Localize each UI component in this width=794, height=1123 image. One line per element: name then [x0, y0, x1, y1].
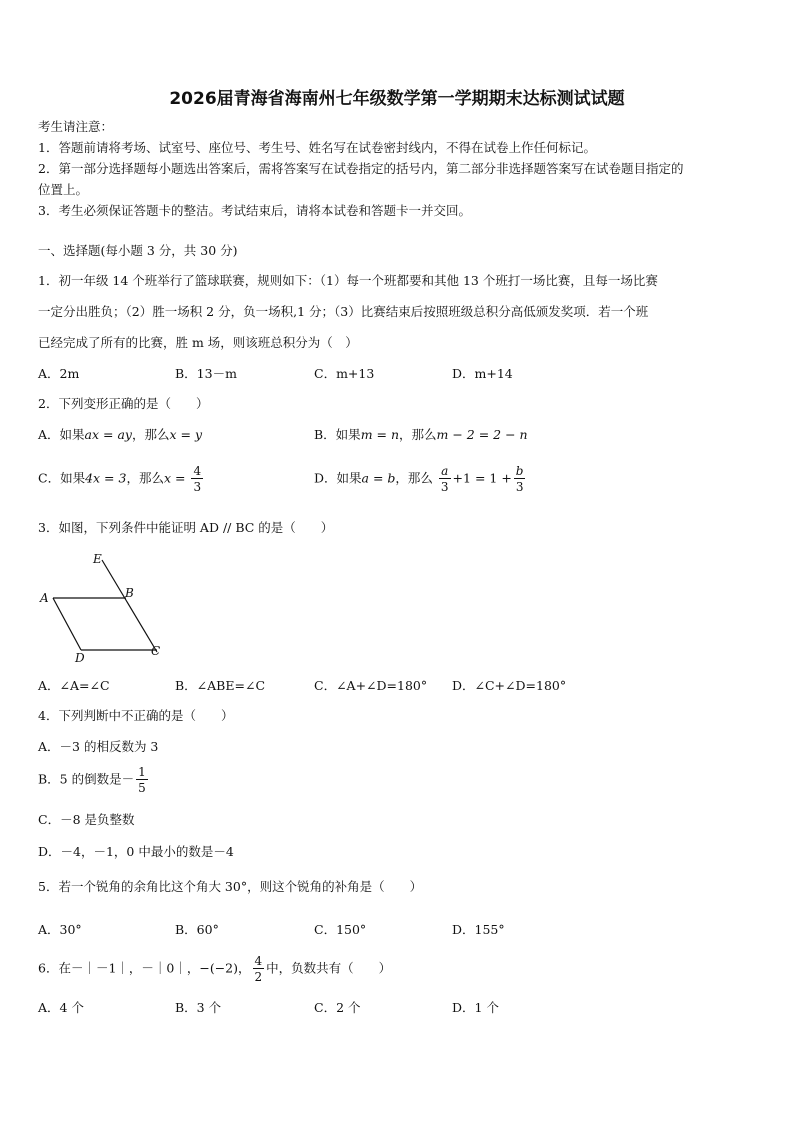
q1-option-b: B．13－m [175, 366, 237, 381]
question-1-line: 已经完成了所有的比赛，胜 m 场，则该班总积分为（ ） [38, 335, 358, 350]
q2-option-c: C．如果4x = 3，那么x = $\frac{4}{3}$ [38, 464, 202, 494]
question-1-line: 一定分出胜负；（2）胜一场积 2 分，负一场积,1 分；（3）比赛结束后按照班级总积分高低颁发奖项．若一个班 [38, 304, 649, 319]
fraction: $\frac{b}{3}$ [515, 464, 524, 494]
page-title: 2026届青海省海南州七年级数学第一学期期末达标测试试题 [169, 89, 625, 109]
notice-item: 位置上。 [38, 182, 89, 197]
fraction: $\frac{1}{5}$ [138, 765, 146, 795]
question-2-stem: 2．下列变形正确的是（ ） [38, 396, 209, 411]
question-5-stem: 5．若一个锐角的余角比这个角大 30°，则这个锐角的补角是（ ） [38, 879, 423, 894]
q2-option-a: A．如果ax = ay，那么x = y [38, 427, 203, 442]
label-e: E [93, 552, 102, 566]
question-4-stem: 4．下列判断中不正确的是（ ） [38, 708, 234, 723]
notice-item: 2．第一部分选择题每小题选出答案后，需将答案写在试卷指定的括号内，第二部分非选择题答案写在试卷题目指定的 [38, 161, 684, 176]
line-ec [102, 560, 157, 652]
label-a: A [40, 591, 49, 605]
q4-option-a: A．－3 的相反数为 3 [38, 739, 159, 754]
q5-option-b: B．60° [175, 922, 219, 937]
section-heading: 一、选择题(每小题 3 分，共 30 分) [38, 243, 238, 258]
label-b: B [125, 586, 134, 600]
fraction: $\frac{4}{3}$ [193, 464, 202, 494]
label-c: C [151, 644, 161, 658]
q5-option-d: D．155° [452, 922, 505, 937]
parallelogram-figure [36, 548, 176, 668]
label-d: D [75, 651, 85, 665]
q6-option-c: C．2 个 [314, 1000, 361, 1015]
notice-item: 1．答题前请将考场、试室号、座位号、考生号、姓名写在试卷密封线内，不得在试卷上作任何标记。 [38, 140, 596, 155]
q3-option-d: D．∠C+∠D=180° [452, 678, 567, 693]
line-ad [53, 598, 81, 650]
question-1-line: 1．初一年级 14 个班举行了篮球联赛，规则如下：（1）每一个班都要和其他 13 个班打一场比赛，且每一场比赛 [38, 273, 658, 288]
q1-option-a: A．2m [38, 366, 80, 381]
notice-heading: 考生请注意： [38, 119, 114, 134]
fraction: $\frac{4}{2}$ [254, 954, 263, 984]
question-6-stem: 6．在－｜－1｜，－｜0｜，−(−2)， $\frac{4}{2}$ 中，负数共有（ ） [38, 954, 392, 984]
q5-option-c: C．150° [314, 922, 367, 937]
q2-option-b: B．如果m = n，那么m − 2 = 2 − n [314, 427, 528, 442]
notice-item: 3．考生必须保证答题卡的整洁。考试结束后，请将本试卷和答题卡一并交回。 [38, 203, 471, 218]
q1-option-d: D．m+14 [452, 366, 513, 381]
q6-option-a: A．4 个 [38, 1000, 84, 1015]
q2-option-d: D．如果a = b，那么 $\frac{a}{3}$ +1 = 1 + $\frac{b}{3}$ [314, 464, 524, 494]
q3-option-b: B．∠ABE=∠C [175, 678, 266, 693]
q3-option-c: C．∠A+∠D=180° [314, 678, 428, 693]
q5-option-a: A．30° [38, 922, 82, 937]
q4-option-d: D．－4，－1，0 中最小的数是－4 [38, 844, 234, 859]
question-3-stem: 3．如图，下列条件中能证明 AD // BC 的是（ ） [38, 520, 334, 535]
q4-option-b: B．5 的倒数是－ $\frac{1}{5}$ [38, 765, 146, 795]
fraction: $\frac{a}{3}$ [440, 464, 449, 494]
q6-option-d: D．1 个 [452, 1000, 499, 1015]
q6-option-b: B．3 个 [175, 1000, 222, 1015]
q4-option-c: C．－8 是负整数 [38, 812, 135, 827]
q1-option-c: C．m+13 [314, 366, 375, 381]
q3-option-a: A．∠A=∠C [38, 678, 110, 693]
